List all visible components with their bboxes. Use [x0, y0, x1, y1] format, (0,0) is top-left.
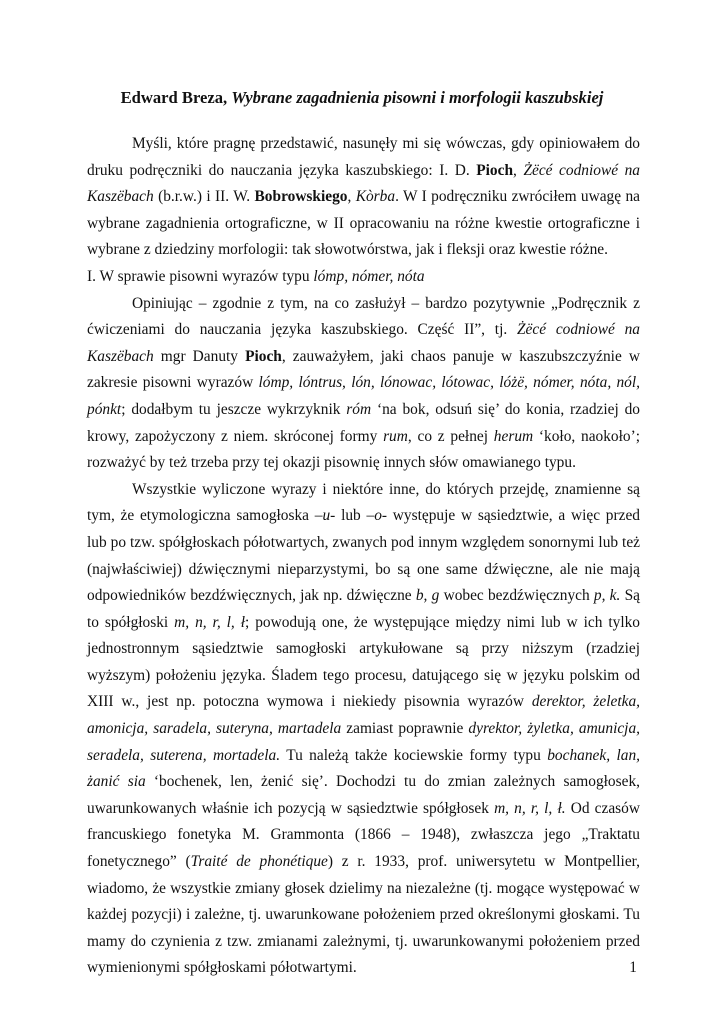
italic-term: lómp, nómer, nóta [313, 267, 425, 285]
text-run: Opiniując – zgodnie z tym, na co zasłużył – bardzo pozytywnie „Podręcznik z ćwiczeniami do nauczania języka kaszubskiego. Część II”, tj. [87, 294, 640, 339]
italic-term: derektor, żeletka, amonicja, saradela, suteryna, martadela [87, 693, 640, 738]
italic-term: rum [383, 427, 408, 445]
italic-term: Traité de phonétique [190, 853, 328, 871]
text-run: Od czasów francuskiego fonetyka M. Grammonta (1866 – 1948), zwłaszcza jego „Traktatu fonetycznego” ( [87, 799, 640, 871]
text-run: ‘bochenek, len, żenić się’. Dochodzi tu do zmian zależnych samogłosek, uwarunkowanych właśnie ich pozycją w sąsiedztwie spółgłosek [87, 773, 640, 817]
title-author: Edward Breza, [120, 88, 228, 107]
italic-term: –u- [314, 507, 336, 525]
bold-name: Pioch [245, 347, 282, 365]
italic-term: m, n, r, l, ł. [494, 799, 566, 817]
bold-name: Bobrowskiego [254, 188, 348, 206]
paragraph [87, 477, 640, 982]
paragraph [87, 291, 640, 477]
italic-term: p, k. [593, 587, 621, 605]
italic-term: dyrektor, żyletka, amunicja, seradela, suterena, mortadela. [87, 720, 640, 764]
text-run: , [347, 188, 356, 206]
page-number: 1 [629, 959, 637, 976]
title-work: Wybrane zagadnienia pisowni i morfologii kaszubskiej [231, 88, 604, 107]
text-run: , [513, 161, 524, 179]
italic-term: herum [493, 427, 534, 445]
text-run: Tu należą także kociewskie formy typu [280, 746, 548, 764]
text-run: . W I podręczniku zwróciłem uwagę na wybrane zagadnienia ortograficzne, w II opracowaniu na różne kwestie ortograficzne i wybrane z dziedziny morfologii: tak słowotwórstwa, jak i fleksji oraz kwestie różne. [87, 188, 640, 259]
text-run: ‘koło, naokoło’; rozważyć by też trzeba przy tej okazji pisownię innych słów omawianego typu. [87, 427, 640, 472]
text-run: zamiast poprawnie [341, 720, 469, 738]
italic-term: m, n, r, l, ł [174, 613, 245, 631]
section-heading [87, 264, 640, 291]
page-title [0, 86, 724, 110]
bold-name: Pioch [476, 161, 514, 179]
document-body [87, 131, 640, 982]
text-run: Są to spółgłoski [87, 587, 640, 631]
text-run: Myśli, które pragnę przedstawić, nasunęły mi się wówczas, gdy opiniowałem do druku podręczniki do nauczania języka kaszubskiego: I. D. [87, 135, 640, 179]
italic-term: Żëcé codniowé na Kaszëbach [87, 321, 640, 365]
text-run: mgr Danuty [153, 347, 246, 365]
italic-term: Kòrba [355, 188, 396, 206]
paragraph [87, 131, 640, 264]
italic-term: lómp, lóntrus, lón, lónowac, lótowac, lóżë, nómer, nóta, nól, pónkt [87, 374, 640, 418]
italic-term: –o- [366, 507, 388, 525]
text-run: ; dodałbym tu jeszcze wykrzyknik [121, 400, 347, 418]
italic-term: b, g [415, 587, 440, 605]
italic-term: bochanek, lan, żanić sia [87, 746, 640, 791]
text-run: ; powodują one, że występujące między nimi lub w ich tylko jednostronnym sąsiedztwie samogłoski artykułowane są przy niższym (rzadziej wyższym) położeniu języka. Śladem tego procesu, datującego się w języku polskim od XIII w., jest np. potoczna wymowa i niekiedy pisownia wyrazów [87, 613, 640, 711]
text-run: występuje w sąsiedztwie, a więc przed lub po tzw. spółgłoskach półotwartych, zwanych pod innym względem sonornymi lub też (najwłaściwiej) dźwięcznymi nieparzystymi, bo są one same dźwięczne, ale nie mają odpowiedników bezdźwięcznych, jak np. dźwięczne [87, 507, 640, 605]
text-run: (b.r.w.) i II. W. [153, 188, 255, 206]
text-run: , co z pełnej [407, 427, 494, 445]
text-run: lub [335, 507, 367, 525]
text-run: I. W sprawie pisowni wyrazów typu [87, 267, 314, 285]
text-run: , zauważyłem, jaki chaos panuje w kaszubszczyźnie w zakresie pisowni wyrazów [87, 347, 640, 392]
italic-term: róm [346, 400, 372, 418]
text-run: ‘na bok, odsuń się’ do konia, rzadziej do krowy, zapożyczony z niem. skróconej formy [87, 400, 640, 445]
italic-term: Żëcé codniowé na Kaszëbach [87, 161, 640, 206]
text-run: Wszystkie wyliczone wyrazy i niektóre inne, do których przejdę, znamienne są tym, że etymologiczna samogłoska [87, 480, 640, 525]
text-run: wobec bezdźwięcznych [439, 587, 594, 605]
text-run: ) z r. 1933, prof. uniwersytetu w Montpellier, wiadomo, że wszystkie zmiany głosek dzielimy na niezależne (tj. mogące występować w każdej pozycji) i zależne, tj. uwarunkowane położeniem przed określonymi głoskami. Tu mamy do czynienia z tzw. zmianami zależnymi, tj. uwarunkowanymi położeniem przed wymienionymi spółgłoskami półotwartymi. [87, 853, 641, 977]
